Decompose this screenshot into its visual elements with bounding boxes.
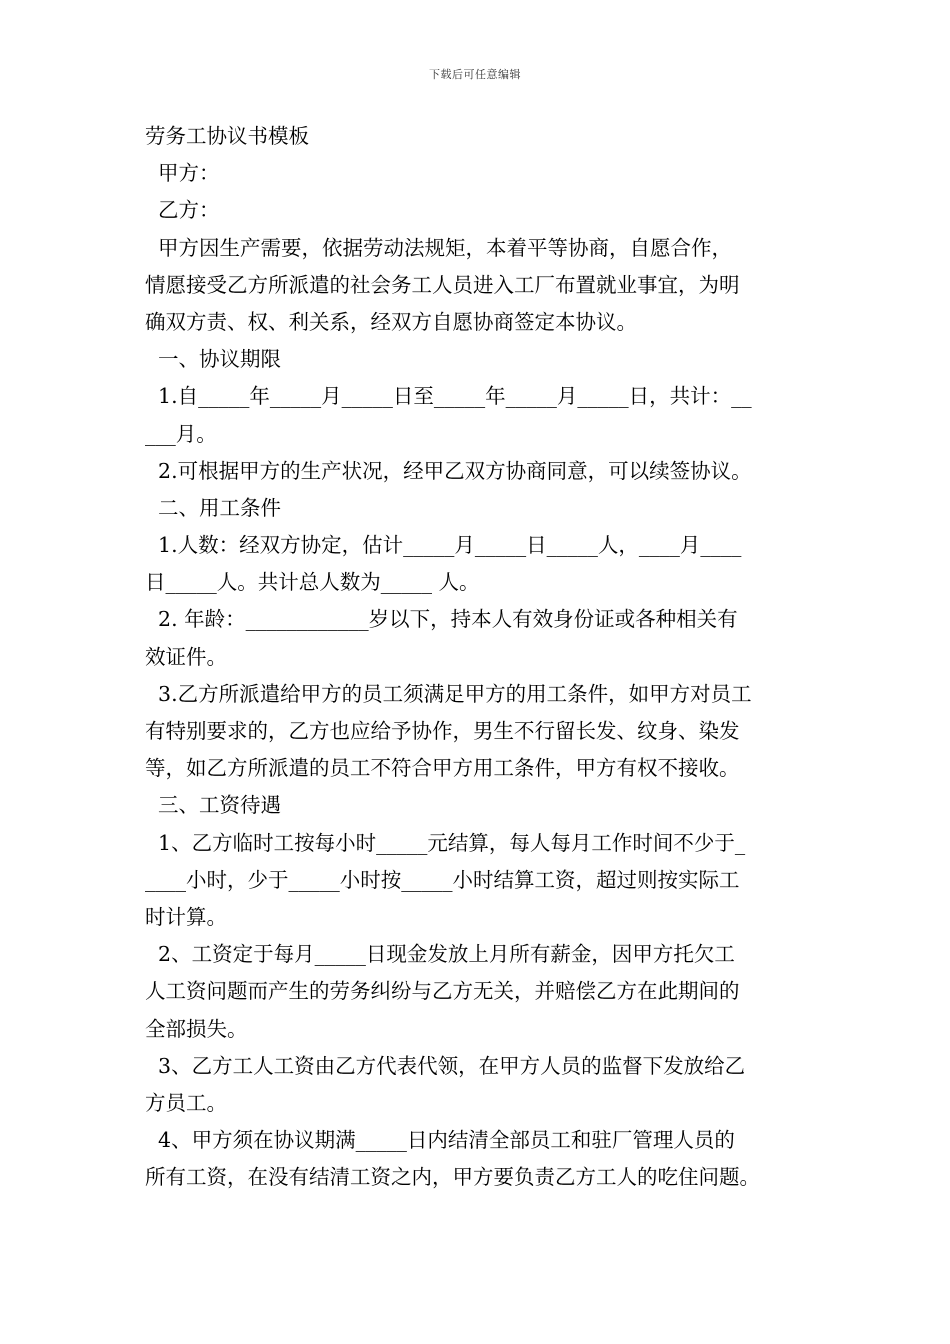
party-b-line: 乙方： bbox=[145, 198, 220, 223]
paragraph-line: 有特别要求的，乙方也应给予协作，男生不行留长发、纹身、染发 bbox=[145, 719, 740, 743]
paragraph-line: 3、乙方工人工资由乙方代表代领，在甲方人员的监督下发放给乙 bbox=[145, 1053, 746, 1078]
paragraph-line: 甲方因生产需要，依据劳动法规矩，本着平等协商，自愿合作， bbox=[145, 235, 733, 260]
paragraph-line: ___月。 bbox=[145, 421, 217, 446]
paragraph-line: 所有工资，在没有结清工资之内，甲方要负责乙方工人的吃住问题。 bbox=[145, 1165, 760, 1190]
paragraph-line: 确双方责、权、利关系，经双方自愿协商签定本协议。 bbox=[145, 309, 637, 334]
paragraph-line: 1、乙方临时工按每小时_____元结算，每人每月工作时间不少于_ bbox=[145, 830, 746, 855]
document-body bbox=[145, 118, 810, 1196]
paragraph-line: 等，如乙方所派遣的员工不符合甲方用工条件，甲方有权不接收。 bbox=[145, 756, 740, 781]
document-title: 劳务工协议书模板 bbox=[145, 124, 309, 148]
paragraph-line: 1.人数：经双方协定，估计_____月_____日_____人，____月____ bbox=[145, 533, 742, 558]
page-header: 下载后可任意编辑 bbox=[429, 68, 521, 81]
section-heading: 三、工资待遇 bbox=[145, 793, 282, 818]
paragraph-line: 4、甲方须在协议期满_____日内结清全部员工和驻厂管理人员的 bbox=[145, 1128, 735, 1153]
paragraph-line: 2. 年龄：____________岁以下，持本人有效身份证或各种相关有 bbox=[145, 607, 738, 632]
paragraph-line: 1.自_____年_____月_____日至_____年_____月_____日，共计：__ bbox=[145, 384, 752, 409]
section-heading: 一、协议期限 bbox=[145, 347, 282, 372]
paragraph-line: 日_____人。共计总人数为_____ 人。 bbox=[145, 570, 480, 595]
paragraph-line: 效证件。 bbox=[145, 644, 227, 669]
paragraph-line: 3.乙方所派遣给甲方的员工须满足甲方的用工条件，如甲方对员工 bbox=[145, 681, 752, 706]
paragraph-line: 时计算。 bbox=[145, 904, 227, 929]
paragraph-line: 方员工。 bbox=[145, 1090, 227, 1115]
paragraph-line: 人工资问题而产生的劳务纠纷与乙方无关，并赔偿乙方在此期间的 bbox=[145, 979, 740, 1004]
paragraph-line: 2.可根据甲方的生产状况，经甲乙双方协商同意，可以续签协议。 bbox=[145, 458, 752, 483]
paragraph-line: 全部损失。 bbox=[145, 1016, 248, 1041]
party-a-line: 甲方： bbox=[145, 161, 220, 186]
section-heading: 二、用工条件 bbox=[145, 495, 282, 520]
paragraph-line: 2、工资定于每月_____日现金发放上月所有薪金，因甲方托欠工 bbox=[145, 942, 735, 967]
paragraph-line: 情愿接受乙方所派遣的社会务工人员进入工厂布置就业事宜，为明 bbox=[145, 272, 740, 297]
paragraph-line: ____小时，少于_____小时按_____小时结算工资，超过则按实际工 bbox=[145, 867, 740, 892]
